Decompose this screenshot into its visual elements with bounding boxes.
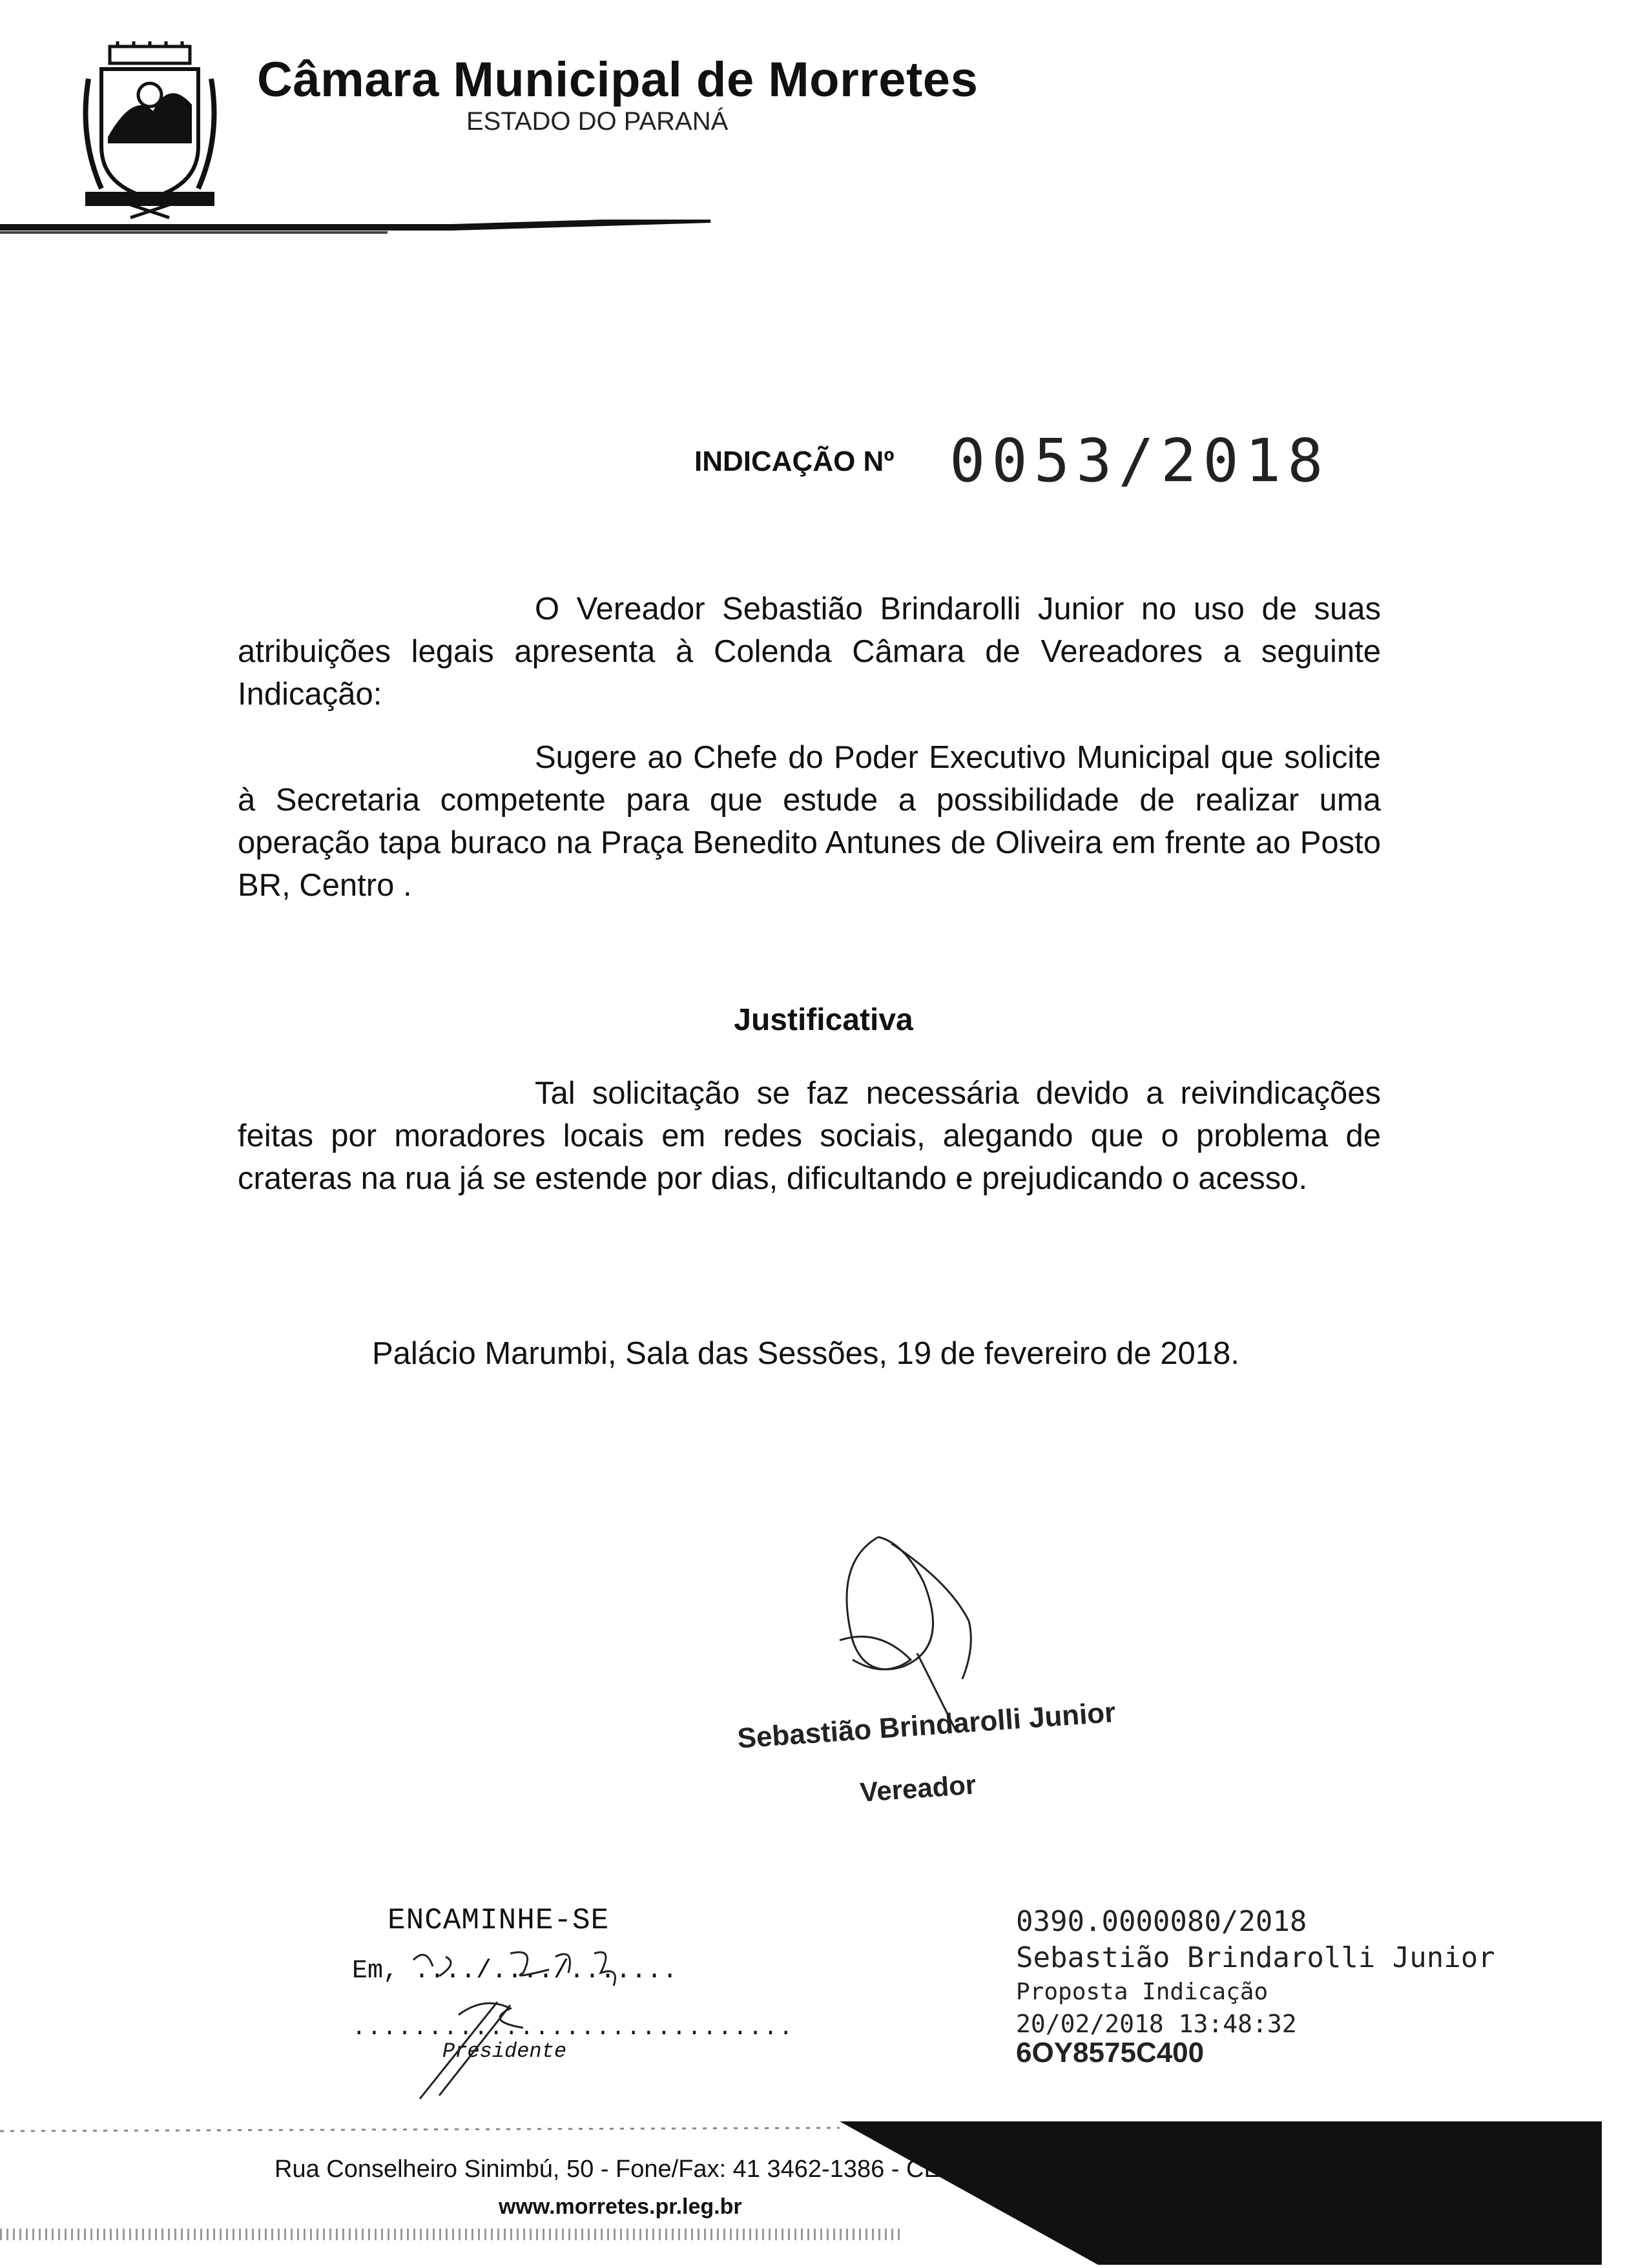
org-name: Câmara Municipal de Morretes bbox=[257, 52, 979, 107]
indication-number: 0053/2018 bbox=[949, 426, 1330, 495]
protocol-type: Proposta Indicação bbox=[1016, 1979, 1269, 2005]
dispatch-date-line: Em, ..../..../....... bbox=[352, 1957, 678, 1986]
justification-paragraph bbox=[238, 1072, 1381, 1200]
signer-role: Vereador bbox=[859, 1769, 977, 1808]
intro-paragraph bbox=[238, 588, 1381, 716]
dispatch-stamp-title: ENCAMINHE-SE bbox=[388, 1904, 610, 1937]
protocol-timestamp: 20/02/2018 13:48:32 bbox=[1016, 2010, 1297, 2038]
protocol-code: 0390.0000080/2018 bbox=[1016, 1905, 1307, 1938]
request-text: Sugere ao Chefe do Poder Executivo Municipal que solicite à Secretaria competente para que estude a possibilidade de realizar uma operação tapa buraco na Praça Benedito Antunes de Oliveira em frente ao Posto BR, Centro . bbox=[238, 740, 1381, 903]
header-divider bbox=[0, 220, 1647, 239]
signer-name: Sebastião Brindarolli Junior bbox=[736, 1696, 1117, 1755]
org-state: ESTADO DO PARANÁ bbox=[466, 107, 729, 136]
footer-band bbox=[0, 2105, 1647, 2265]
dispatch-signature-line: ............................. bbox=[352, 2015, 794, 2041]
footer-address: Rua Conselheiro Sinimbú, 50 - Fone/Fax: 41 3462-1386 - CEP bbox=[274, 2156, 957, 2183]
indication-label: INDICAÇÃO Nº bbox=[694, 446, 895, 477]
footer-website[interactable]: www.morretes.pr.leg.br bbox=[499, 2194, 742, 2219]
protocol-hash: 6OY8575C400 bbox=[1016, 2037, 1205, 2068]
protocol-author: Sebastião Brindarolli Junior bbox=[1016, 1941, 1495, 1974]
justification-text: Tal solicitação se faz necessária devido a reivindicações feitas por moradores locais em redes sociais, alegando que o problema de crateras na rua já se estende por dias, dificultando e prejudicando o acesso. bbox=[238, 1076, 1381, 1196]
intro-text: O Vereador Sebastião Brindarolli Junior no uso de suas atribuições legais apresenta à Colenda Câmara de Vereadores a seguinte Indicação: bbox=[238, 592, 1381, 712]
place-date: Palácio Marumbi, Sala das Sessões, 19 de fevereiro de 2018. bbox=[372, 1336, 1239, 1371]
request-paragraph bbox=[238, 736, 1381, 907]
coat-of-arms-icon bbox=[72, 40, 227, 221]
justification-title: Justificativa bbox=[734, 1003, 913, 1037]
dispatch-role: Presidente bbox=[442, 2039, 567, 2063]
dispatch-handwriting bbox=[342, 1944, 678, 2105]
